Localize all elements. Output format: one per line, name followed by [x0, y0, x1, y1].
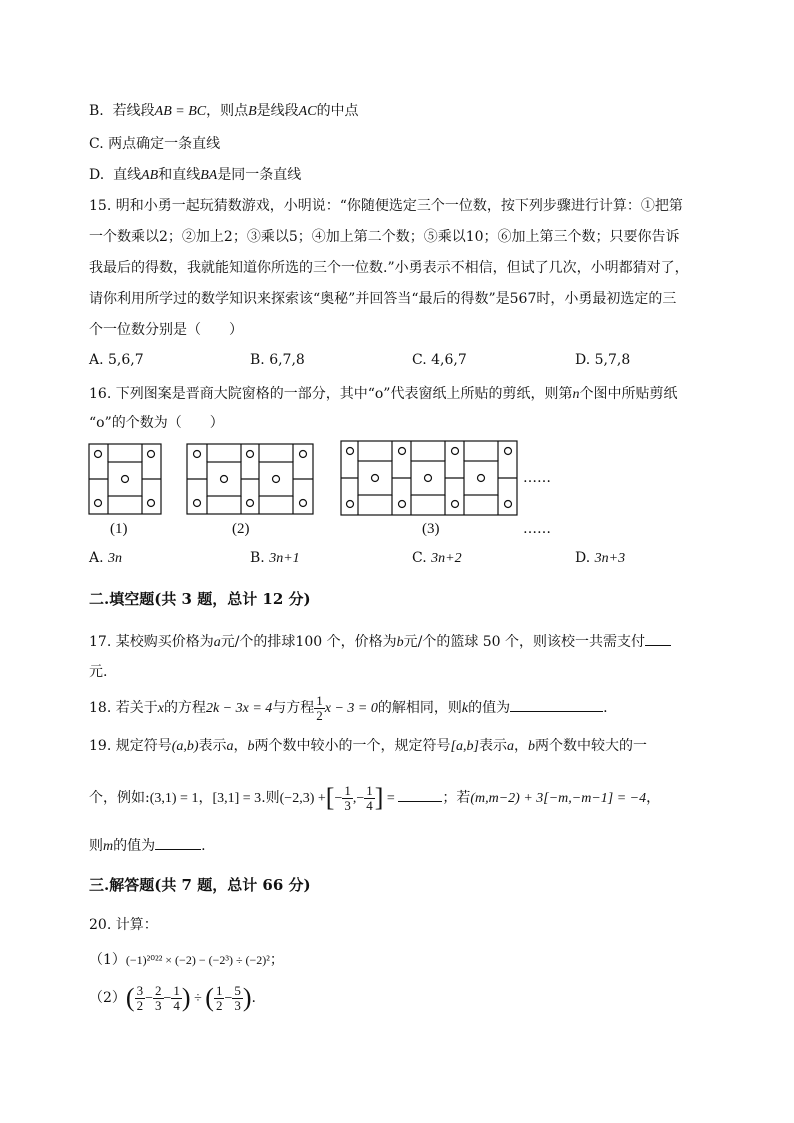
q16-option-a: A. 3n [89, 550, 123, 566]
q18-answer-blank[interactable] [510, 697, 603, 712]
figure-1 [89, 444, 161, 514]
q20-part-2: （2）( $\frac{3}{2}$ − $\frac{2}{3}$ − $\frac{1}{4}$ ) ÷ ( $\frac{1}{2}$ − $\frac{5}{3}$ ). [89, 983, 256, 1013]
q20-title: 20. 计算： [89, 917, 158, 933]
section-2-heading: 二.填空题(共 3 题，总计 12 分) [89, 590, 311, 608]
q16-line-2: “o”的个数为（ ） [89, 415, 224, 431]
q16-figure-label-2: (2) [232, 521, 250, 537]
q16-figure-ellipsis: …… [523, 470, 551, 486]
q16-label-ellipsis: …… [523, 521, 551, 537]
q19-answer-blank-1[interactable] [398, 787, 442, 802]
q15-option-a: A. 5,6,7 [89, 352, 144, 368]
q19-answer-blank-2[interactable] [155, 835, 201, 850]
q15-option-c: C. 4,6,7 [412, 352, 467, 368]
figure-2 [187, 444, 313, 514]
q16-window-figures [0, 0, 794, 560]
q15-option-d: D. 5,7,8 [575, 352, 631, 368]
q15-line-4: 请你利用所学过的数学知识来探索该“奥秘”并回答当“最后的得数”是567时，小勇最初选定的三 [89, 291, 677, 307]
q16-line-1: 16. 下列图案是晋商大院窗格的一部分，其中“o”代表窗纸上所贴的剪纸，则第n个图中所贴剪纸 [89, 386, 678, 402]
q15-line-5: 个一位数分别是（ ） [89, 322, 243, 338]
section-3-heading: 三.解答题(共 7 题，总计 66 分) [89, 876, 311, 894]
figure-3 [341, 441, 517, 515]
q16-option-c: C. 3n+2 [412, 550, 462, 566]
q15-line-3: 我最后的得数，我就能知道你所选的三个一位数.”小勇表示不相信，但试了几次，小明都猜对了， [89, 260, 689, 276]
q14-option-c: C. 两点确定一条直线 [89, 136, 221, 152]
q19-line-3: 则m的值为 . [89, 835, 206, 855]
q15-line-1: 15. 明和小勇一起玩猜数游戏，小明说：“你随便选定三个一位数，按下列步骤进行计算：①把第 [89, 198, 683, 214]
q16-figure-label-1: (1) [110, 521, 128, 537]
q19-line-2: 个，例如:(3,1) = 1，[3,1] = 3.则(−2,3) +[− $\frac{1}{3}$ ,− $\frac{1}{4}$ ] = ；若(m,m−2) + 3[−m,−m−1] = −4， [89, 783, 661, 813]
q20-part-1: （1）(−1)²⁰²² × (−2) − (−2³) ÷ (−2)²； [89, 952, 284, 968]
q14-option-b: B. 若线段AB = BC，则点B是线段AC的中点 [89, 103, 359, 119]
q17-line-2: 元. [89, 664, 108, 680]
q19-line-1: 19. 规定符号(a,b)表示a，b两个数中较小的一个，规定符号[a,b]表示a，b两个数中较大的一 [89, 738, 647, 754]
q18-line: 18. 若关于x的方程2k − 3x = 4与方程 $\frac{1}{2}$ x − 3 = 0的解相同，则k的值为 . [89, 693, 608, 723]
q18-half-fraction: $\frac{1}{2}$ [316, 693, 323, 723]
q15-option-b: B. 6,7,8 [250, 352, 305, 368]
q17-answer-blank[interactable] [645, 631, 671, 646]
q16-option-d: D. 3n+3 [575, 550, 626, 566]
q14-option-d: D. 直线AB和直线BA是同一条直线 [89, 167, 302, 183]
q15-line-2: 一个数乘以2；②加上2；③乘以5；④加上第二个数；⑤乘以10；⑥加上第三个数；只要你告诉 [89, 229, 680, 245]
q16-option-b: B. 3n+1 [250, 550, 300, 566]
q17-line-1: 17. 某校购买价格为a元/个的排球100 个，价格为b元/个的篮球 50 个，则该校一共需支付 [89, 631, 671, 651]
q16-figure-label-3: (3) [422, 521, 440, 537]
